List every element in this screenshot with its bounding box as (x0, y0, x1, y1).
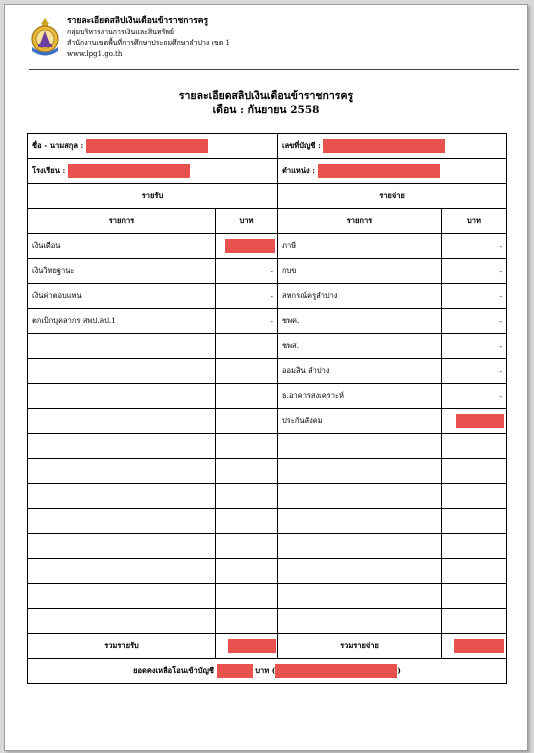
expense-item-amount: - (442, 334, 507, 359)
balance-label: ยอดคงเหลือโอนเข้าบัญชี (133, 666, 214, 675)
line-item-row (28, 284, 507, 309)
payslip-page (4, 4, 528, 751)
income-baht-column-header: บาท (216, 209, 278, 234)
line-item-row (28, 609, 507, 634)
income-item-label (28, 559, 216, 584)
income-item-label (28, 509, 216, 534)
expense-item-amount: - (442, 359, 507, 384)
expense-item-label: ธ.อาคารสงเคราะห์ (278, 384, 442, 409)
income-item-label: เงินค่าตอบแทน (28, 284, 216, 309)
position-field: ตำแหน่ง : (278, 159, 507, 184)
income-item-amount (216, 359, 278, 384)
line-item-row (28, 409, 507, 434)
balance-row: ยอดคงเหลือโอนเข้าบัญชี บาท ( ) (28, 659, 507, 684)
name-redaction (86, 139, 208, 153)
line-item-row (28, 584, 507, 609)
account-redaction (323, 139, 445, 153)
expense-item-amount (442, 584, 507, 609)
expense-item-amount (442, 534, 507, 559)
obec-emblem-logo (29, 17, 61, 57)
expense-total-amount (442, 634, 507, 659)
letterhead-office: สำนักงานเขตพื้นที่การศึกษาประถมศึกษาลำปาง เขต 1 (67, 39, 230, 47)
expense-item-label (278, 584, 442, 609)
expense-baht-column-header: บาท (442, 209, 507, 234)
salary-amount-redaction (225, 239, 275, 253)
expense-item-amount: - (442, 309, 507, 334)
expense-item-amount (442, 484, 507, 509)
expense-item-label (278, 509, 442, 534)
line-item-row (28, 309, 507, 334)
line-item-row (28, 259, 507, 284)
social-security-amount-redaction (456, 414, 504, 428)
expense-total-redaction (454, 639, 504, 653)
balance-words-redaction (275, 664, 397, 678)
line-item-row (28, 434, 507, 459)
line-item-row (28, 534, 507, 559)
income-item-label (28, 409, 216, 434)
income-item-amount: - (216, 284, 278, 309)
expense-item-label (278, 609, 442, 634)
expense-item-label: ชพค. (278, 309, 442, 334)
expense-item-amount (442, 609, 507, 634)
income-item-amount (216, 559, 278, 584)
letterhead-title: รายละเอียดสลิปเงินเดือนข้าราชการครู (67, 16, 209, 26)
letterhead (29, 13, 519, 69)
expense-item-label: สหกรณ์ครูลำปาง (278, 284, 442, 309)
expense-item-column-header: รายการ (278, 209, 442, 234)
letterhead-divider (29, 69, 519, 70)
income-item-amount (216, 484, 278, 509)
income-item-amount: - (216, 259, 278, 284)
income-item-amount (216, 409, 278, 434)
letterhead-website: www.lpg1.go.th (67, 50, 123, 58)
school-redaction (68, 164, 190, 178)
income-item-label (28, 584, 216, 609)
income-item-label (28, 484, 216, 509)
income-item-label (28, 534, 216, 559)
line-item-row (28, 459, 507, 484)
expense-item-label: กบข (278, 259, 442, 284)
expense-item-amount: - (442, 259, 507, 284)
line-item-row (28, 384, 507, 409)
expense-item-label (278, 484, 442, 509)
expense-item-amount (442, 434, 507, 459)
income-item-amount (216, 234, 278, 259)
expense-total-label: รวมรายจ่าย (278, 634, 442, 659)
expense-item-label: ภาษี (278, 234, 442, 259)
income-section-header: รายรับ (28, 184, 278, 209)
expense-item-label (278, 534, 442, 559)
income-item-label (28, 384, 216, 409)
line-item-row (28, 484, 507, 509)
expense-item-label: ประกันสังคม (278, 409, 442, 434)
line-item-row (28, 359, 507, 384)
income-item-amount: - (216, 309, 278, 334)
expense-item-amount (442, 459, 507, 484)
income-item-amount (216, 459, 278, 484)
income-item-label (28, 359, 216, 384)
income-total-label: รวมรายรับ (28, 634, 216, 659)
letterhead-department: กลุ่มบริหารงานการเงินและสินทรัพย์ (67, 28, 175, 36)
income-item-amount (216, 509, 278, 534)
document-title: รายละเอียดสลิปเงินเดือนข้าราชการครู (178, 90, 354, 102)
expense-item-amount: - (442, 284, 507, 309)
line-item-row (28, 559, 507, 584)
expense-item-amount: - (442, 234, 507, 259)
expense-item-amount (442, 409, 507, 434)
line-item-row (28, 509, 507, 534)
income-item-column-header: รายการ (28, 209, 216, 234)
income-item-label (28, 434, 216, 459)
balance-unit: บาท (255, 666, 270, 675)
income-item-amount (216, 584, 278, 609)
name-field: ชื่อ - นามสกุล : (28, 134, 278, 159)
income-item-amount (216, 434, 278, 459)
income-item-amount (216, 609, 278, 634)
income-item-amount (216, 384, 278, 409)
expense-item-label: ชพส. (278, 334, 442, 359)
income-item-label (28, 459, 216, 484)
account-field: เลขที่บัญชี : (278, 134, 507, 159)
line-item-row (28, 234, 507, 259)
income-item-label (28, 609, 216, 634)
expense-item-amount (442, 509, 507, 534)
expense-item-amount (442, 559, 507, 584)
income-total-amount (216, 634, 278, 659)
balance-amount-redaction (217, 664, 253, 678)
income-item-label: เงินวิทยฐานะ (28, 259, 216, 284)
expense-item-label (278, 559, 442, 584)
position-redaction (318, 164, 440, 178)
income-item-amount (216, 534, 278, 559)
expense-item-label (278, 434, 442, 459)
school-field: โรงเรียน : (28, 159, 278, 184)
income-total-redaction (228, 639, 276, 653)
income-item-label: ตกเบิกบุคลากร สพป.ลป.1 (28, 309, 216, 334)
expense-item-label (278, 459, 442, 484)
line-item-row (28, 334, 507, 359)
expense-section-header: รายจ่าย (278, 184, 507, 209)
income-item-label (28, 334, 216, 359)
expense-item-label: ออมสิน ลำปาง (278, 359, 442, 384)
expense-item-amount: - (442, 384, 507, 409)
income-item-label: เงินเดือน (28, 234, 216, 259)
income-item-amount (216, 334, 278, 359)
payslip-table (27, 133, 507, 684)
document-month: เดือน : กันยายน 2558 (212, 104, 320, 116)
